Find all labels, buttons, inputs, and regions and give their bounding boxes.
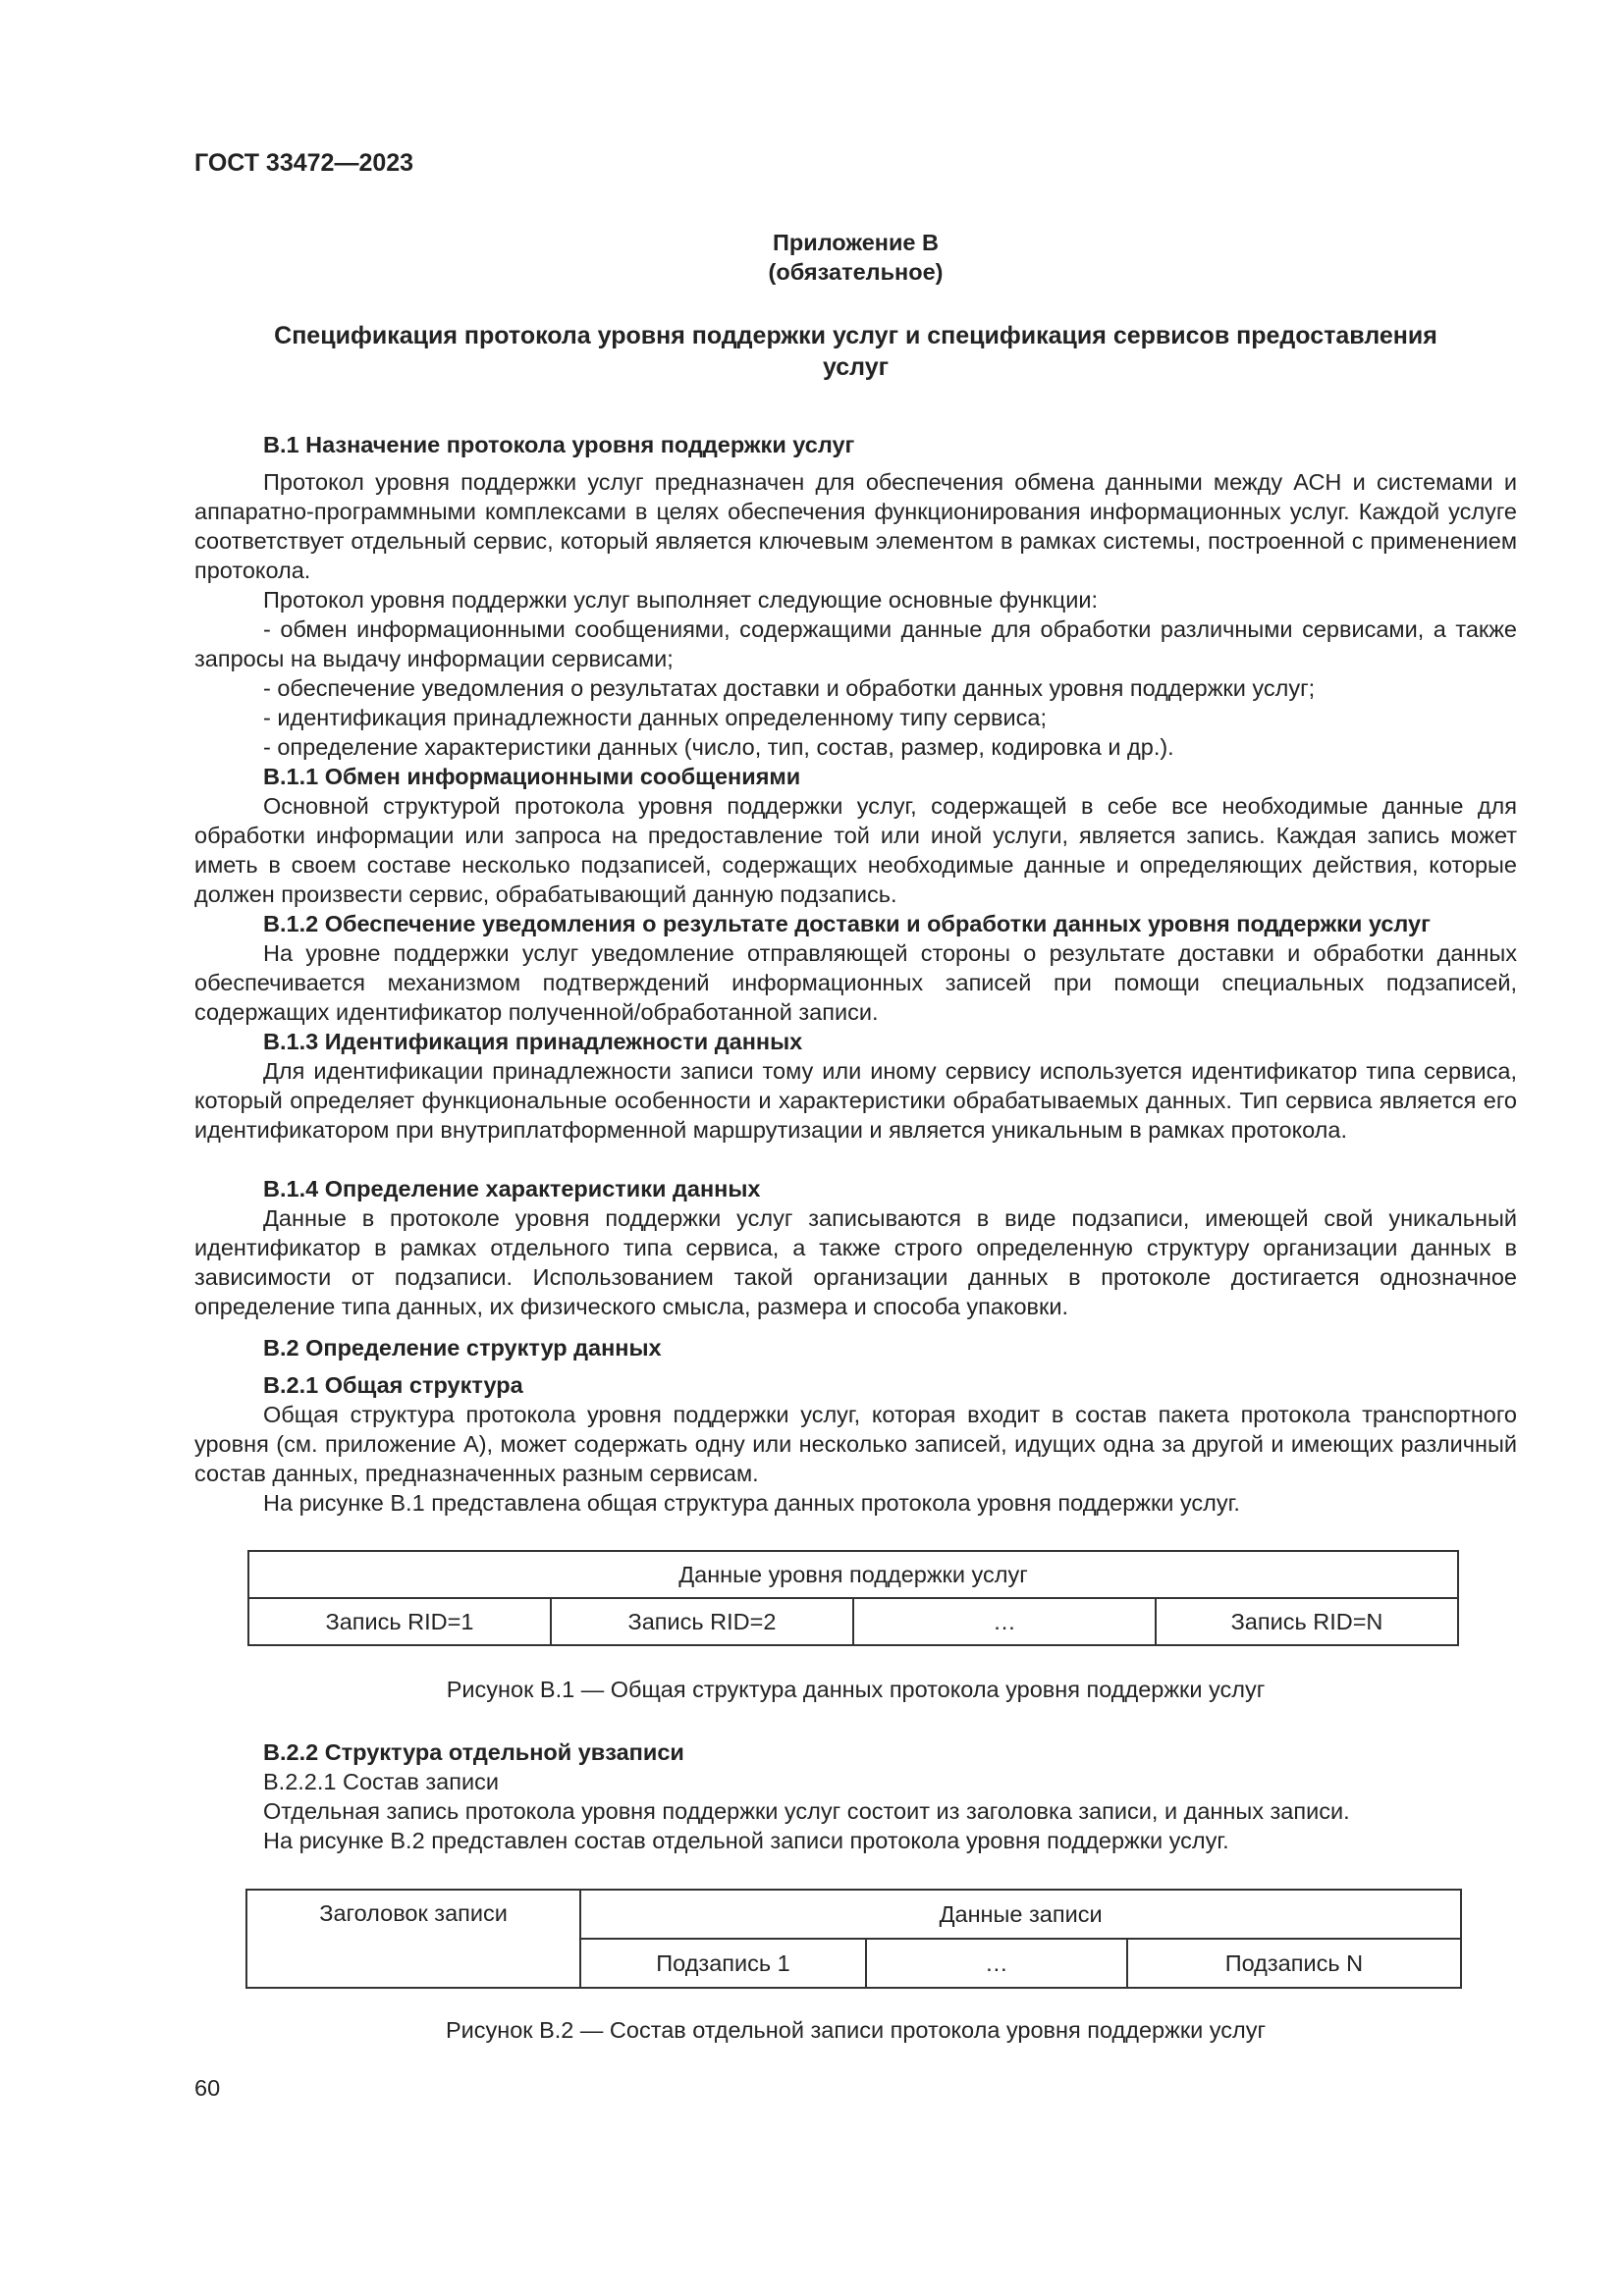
figure-b1-caption: Рисунок В.1 — Общая структура данных протокола уровня поддержки услуг (446, 1677, 1266, 1702)
figure-b2-table (245, 1889, 1462, 1989)
section-b1-4-text: Данные в протоколе уровня поддержки услуг записываются в виде подзаписи, имеющей свой уникальный идентификатор в рамках отдельного типа сервиса, а также строго определенную структуру организации данных в зависимости от подзаписи. Использованием такой организации данных в протоколе достигается однозначное определение типа данных, их физического смысла, размера и способа упаковки. (194, 1205, 1517, 1319)
section-b2-2-heading: В.2.2 Структура отдельной увзаписи (263, 1739, 684, 1765)
section-b2-1-heading: В.2.1 Общая структура (263, 1372, 523, 1398)
section-b2-2-1-heading: В.2.2.1 Состав записи (263, 1769, 499, 1794)
figure-b2-record-data-cell: Данные записи (580, 1890, 1461, 1939)
bullet-item: - обмен информационными сообщениями, содержащими данные для обработки различными сервисами, а также запросы на выдачу информации сервисами; (194, 616, 1517, 671)
figure-b2-subrecord-cell: Подзапись N (1127, 1939, 1461, 1988)
appendix-status: (обязательное) (768, 259, 944, 285)
section-b1-2-heading: В.1.2 Обеспечение уведомления о результате доставки и обработки данных уровня поддержки услуг (263, 911, 1431, 936)
appendix-heading-line1: Спецификация протокола уровня поддержки услуг и спецификация сервисов предоставления (274, 322, 1437, 349)
section-b1-2-text: На уровне поддержки услуг уведомление отправляющей стороны о результате доставки и обработки данных обеспечивается механизмом подтверждений информационных записей при помощи специальных подзаписей, содержащих идентификатор полученной/обработанной записи. (194, 940, 1517, 1025)
page-number: 60 (194, 2075, 221, 2101)
figure-b2-record-header-cell: Заголовок записи (246, 1890, 580, 1988)
section-b1-heading: В.1 Назначение протокола уровня поддержки услуг (263, 432, 855, 457)
bullet-item: - определение характеристики данных (число, тип, состав, размер, кодировка и др.). (263, 734, 1174, 760)
figure-b2-subrecord-cell: Подзапись 1 (580, 1939, 866, 1988)
bullet-item: - обеспечение уведомления о результатах доставки и обработки данных уровня поддержки услуг; (263, 675, 1316, 701)
figure-b1-table (247, 1550, 1459, 1646)
section-b1-3-text: Для идентификации принадлежности записи тому или иному сервису используется идентификатор типа сервиса, который определяет функциональные особенности и характеристики обрабатываемых данных. Тип сервиса является его идентификатором при внутриплатформенной маршрутизации и является уникальным в рамках протокола. (194, 1058, 1517, 1143)
figure-b1-header-cell: Данные уровня поддержки услуг (248, 1551, 1458, 1598)
figure-b1-ellipsis-cell: … (853, 1598, 1156, 1645)
figure-b2-caption: Рисунок В.2 — Состав отдельной записи протокола уровня поддержки услуг (445, 2017, 1267, 2043)
appendix-title: Приложение В (773, 230, 939, 255)
section-b2-2-text2: На рисунке В.2 представлен состав отдельной записи протокола уровня поддержки услуг. (263, 1828, 1229, 1853)
section-b2-1-text2: На рисунке В.1 представлена общая структура данных протокола уровня поддержки услуг. (263, 1490, 1240, 1516)
bullet-item: - идентификация принадлежности данных определенному типу сервиса; (263, 705, 1048, 730)
section-b2-heading: В.2 Определение структур данных (263, 1335, 662, 1361)
section-b1-3-heading: В.1.3 Идентификация принадлежности данных (263, 1029, 803, 1054)
section-b1-1-heading: В.1.1 Обмен информационными сообщениями (263, 764, 801, 789)
document-id: ГОСТ 33472—2023 (194, 149, 414, 177)
figure-b1-record-cell: Запись RID=N (1156, 1598, 1458, 1645)
figure-b1-record-cell: Запись RID=2 (551, 1598, 853, 1645)
appendix-heading-line2: услуг (822, 353, 890, 381)
section-b2-1-text: Общая структура протокола уровня поддержки услуг, которая входит в состав пакета протокола транспортного уровня (см. приложение А), может содержать одну или несколько записей, идущих одна за другой и имеющих различный состав данных, предназначенных разным сервисам. (194, 1402, 1517, 1486)
section-b2-2-text1: Отдельная запись протокола уровня поддержки услуг состоит из заголовка записи, и данных записи. (263, 1798, 1350, 1824)
figure-b2-ellipsis-cell: … (866, 1939, 1127, 1988)
section-b1-4-heading: В.1.4 Определение характеристики данных (263, 1176, 761, 1201)
section-b1-functions-intro: Протокол уровня поддержки услуг выполняет следующие основные функции: (263, 587, 1099, 613)
section-b1-paragraph: Протокол уровня поддержки услуг предназначен для обеспечения обмена данными между АСН и системами и аппаратно-программными комплексами в целях обеспечения функционирования информационных услуг. Каждой услуге соответствует отдельный сервис, который является ключевым элементом в рамках системы, построенной с применением протокола. (194, 469, 1517, 583)
figure-b1-record-cell: Запись RID=1 (248, 1598, 551, 1645)
section-b1-1-text: Основной структурой протокола уровня поддержки услуг, содержащей в себе все необходимые данные для обработки информации или запроса на предоставление той или иной услуги, является запись. Каждая запись может иметь в своем составе несколько подзаписей, содержащих необходимые данные и определяющих действия, которые должен произвести сервис, обрабатывающий данную подзапись. (194, 793, 1517, 907)
